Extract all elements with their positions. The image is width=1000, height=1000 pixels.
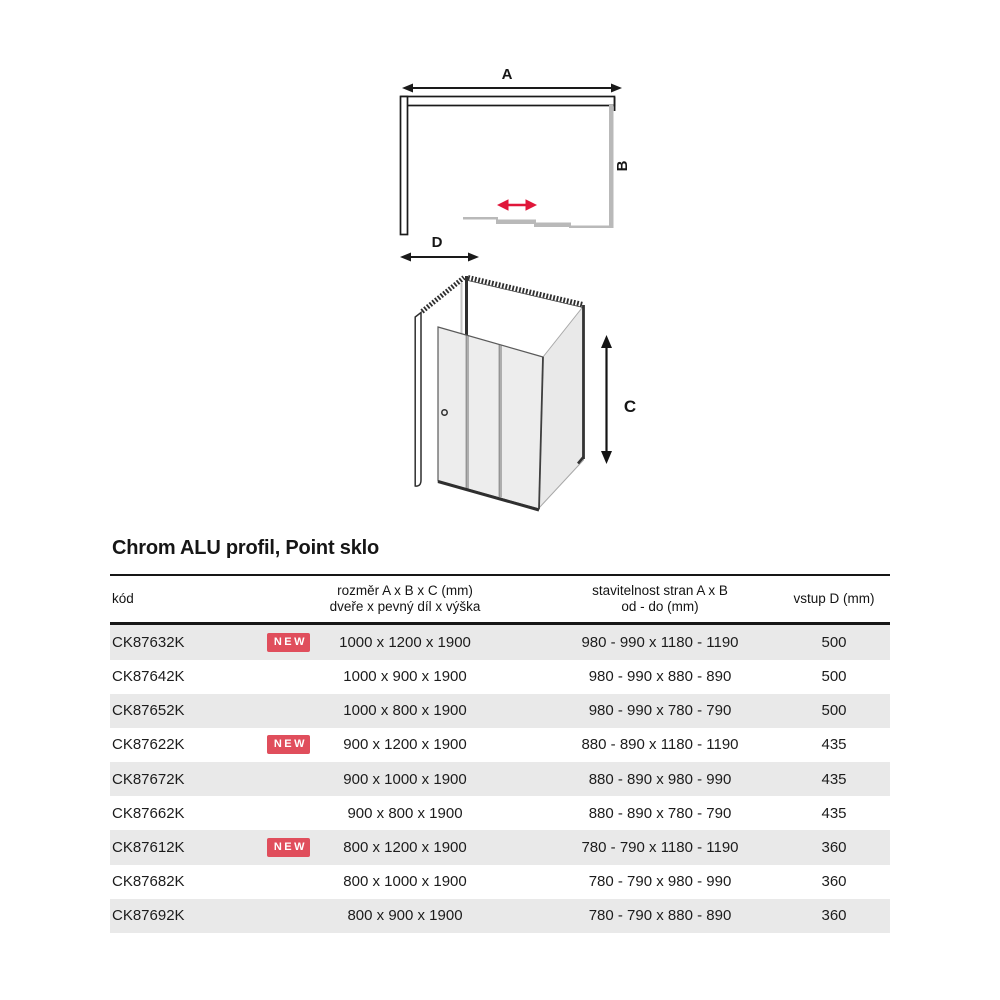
table-header-row — [110, 576, 890, 625]
adjustability-value: 980 - 990 x 880 - 890 — [588, 668, 732, 686]
dimension-label-b: B — [614, 160, 631, 172]
table-row — [110, 660, 890, 694]
product-code: CK87632K — [112, 633, 185, 651]
side-b-glass-line — [609, 105, 614, 228]
new-badge: NEW — [267, 838, 310, 857]
product-code: CK87642K — [112, 668, 185, 686]
col-header-dimension-line2: dveře x pevný díl x výška — [329, 598, 481, 614]
adjustability-value: 780 - 790 x 980 - 990 — [588, 873, 732, 891]
table-row — [110, 796, 890, 830]
product-code: CK87672K — [112, 770, 185, 788]
new-badge: NEW — [267, 633, 310, 652]
dimension-arrow-a — [402, 66, 622, 93]
col-header-entry: vstup D (mm) — [793, 590, 875, 606]
product-code: CK87622K — [112, 736, 185, 754]
product-code: CK87682K — [112, 873, 185, 891]
side-glass-face — [539, 306, 584, 508]
entry-width-value: 435 — [821, 736, 847, 754]
product-code: CK87612K — [112, 839, 185, 857]
sliding-panels-plan — [463, 217, 612, 228]
adjustability-value: 880 - 890 x 1180 - 1190 — [581, 736, 739, 754]
entry-width-value: 435 — [821, 770, 847, 788]
product-code: CK87662K — [112, 804, 185, 822]
dimension-value: 800 x 900 x 1900 — [347, 907, 463, 925]
hatched-edge-back-underline — [468, 281, 583, 308]
dimension-value: 800 x 1000 x 1900 — [343, 873, 467, 891]
col-header-adjustability — [500, 583, 790, 614]
table-row — [110, 625, 890, 659]
dimension-label-c: C — [623, 397, 637, 416]
table-row — [110, 728, 890, 762]
adjustability-value: 880 - 890 x 780 - 790 — [588, 804, 732, 822]
table-row — [110, 899, 890, 933]
entry-width-value: 500 — [821, 668, 847, 686]
entry-width-value: 360 — [821, 907, 847, 925]
col-header-adjust-line2: od - do (mm) — [621, 598, 699, 614]
dimension-value: 900 x 800 x 1900 — [347, 804, 463, 822]
col-header-dimension — [310, 583, 500, 614]
adjustability-value: 780 - 790 x 1180 - 1190 — [581, 839, 739, 857]
col-header-adjust-line1: stavitelnost stran A x B — [592, 583, 728, 598]
adjustability-value: 980 - 990 x 780 - 790 — [588, 702, 732, 720]
section-title: Chrom ALU profil, Point sklo — [112, 537, 379, 559]
col-header-dimension-line1: rozměr A x B x C (mm) — [337, 583, 473, 598]
door-handle-icon — [442, 410, 447, 415]
entry-width-value: 500 — [821, 633, 847, 651]
hatched-edge-left — [422, 278, 464, 312]
dimension-value: 800 x 1200 x 1900 — [343, 839, 467, 857]
new-badge: NEW — [267, 735, 310, 754]
dimension-value: 900 x 1000 x 1900 — [343, 770, 467, 788]
table-row — [110, 762, 890, 796]
dimension-value: 900 x 1200 x 1900 — [343, 736, 467, 754]
dimension-value: 1000 x 800 x 1900 — [343, 702, 467, 720]
product-code: CK87652K — [112, 702, 185, 720]
wall-top — [401, 97, 615, 106]
adjustability-value: 980 - 990 x 1180 - 1190 — [581, 633, 739, 651]
spec-table — [110, 574, 890, 933]
table-row — [110, 830, 890, 864]
plan-view-diagram — [400, 66, 631, 262]
spec-table-section — [110, 537, 890, 933]
slide-direction-arrow-icon — [497, 199, 537, 211]
entry-width-value: 360 — [821, 839, 847, 857]
adjustability-value: 880 - 890 x 980 - 990 — [588, 770, 732, 788]
dimension-value: 1000 x 900 x 1900 — [343, 668, 467, 686]
entry-width-value: 360 — [821, 873, 847, 891]
dimension-value: 1000 x 1200 x 1900 — [339, 633, 471, 651]
dimension-label-d: D — [431, 234, 443, 251]
dimension-arrow-d — [400, 234, 479, 262]
left-wall-slab — [415, 313, 421, 487]
entry-width-value: 435 — [821, 804, 847, 822]
col-header-code: kód — [112, 590, 134, 606]
front-glass-face — [438, 327, 543, 509]
dimension-label-a: A — [501, 66, 513, 83]
wall-left — [401, 97, 408, 235]
table-row — [110, 865, 890, 899]
isometric-view-diagram — [415, 276, 636, 510]
adjustability-value: 780 - 790 x 880 - 890 — [588, 907, 732, 925]
table-row — [110, 694, 890, 728]
product-code: CK87692K — [112, 907, 185, 925]
hatched-edge-back — [468, 278, 583, 305]
entry-width-value: 500 — [821, 702, 847, 720]
dimension-arrow-c — [601, 335, 636, 464]
